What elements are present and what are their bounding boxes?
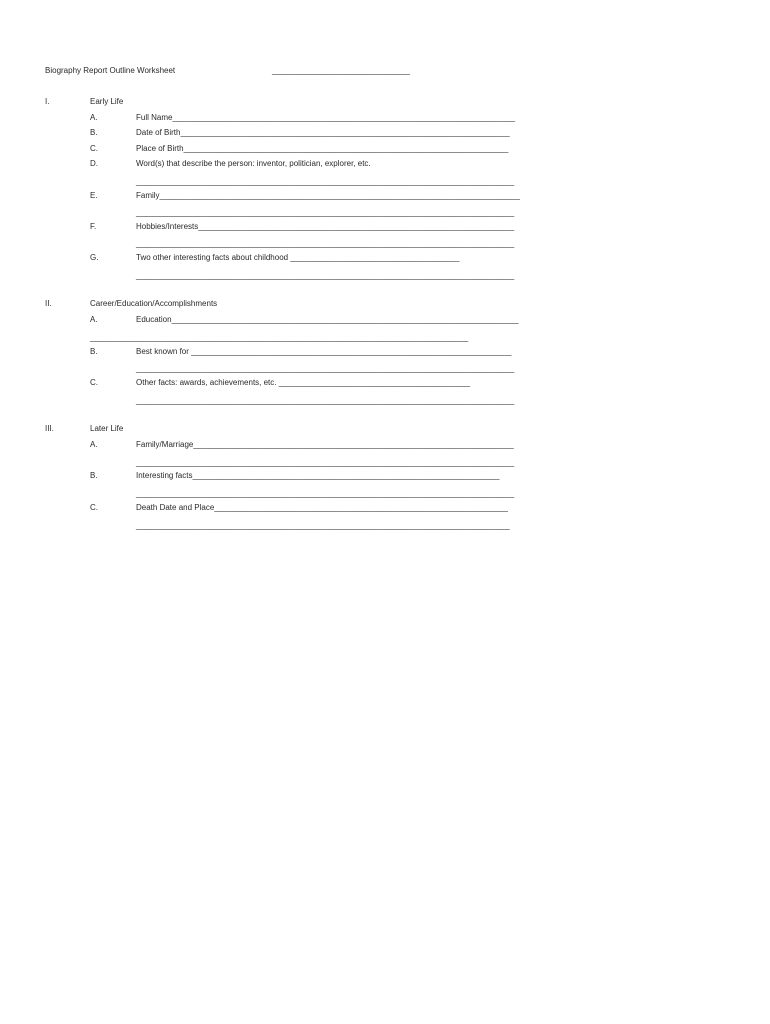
section-numeral: III. xyxy=(45,424,54,433)
continuation-line: _____________________________________________________________________________________ xyxy=(136,271,515,280)
continuation-line: _____________________________________________________________________________________ xyxy=(90,333,469,342)
continuation-line: _____________________________________________________________________________________ xyxy=(136,458,515,467)
item-letter: C. xyxy=(90,144,98,153)
item-letter: A. xyxy=(90,315,98,324)
item-letter: F. xyxy=(90,222,97,231)
item-letter: E. xyxy=(90,191,98,200)
item-place-of-birth: Place of Birth_________________________________________________________________________ xyxy=(136,144,509,153)
item-letter: G. xyxy=(90,253,99,262)
item-interesting-facts: Interesting facts_____________________________________________________________________ xyxy=(136,471,500,480)
continuation-line: _____________________________________________________________________________________ xyxy=(136,364,515,373)
item-family-marriage: Family/Marriage________________________________________________________________________ xyxy=(136,440,514,449)
continuation-line: _____________________________________________________________________________________ xyxy=(136,208,515,217)
continuation-line: _____________________________________________________________________________________ xyxy=(136,489,515,498)
section-numeral: II. xyxy=(45,299,52,308)
section-title: Career/Education/Accomplishments xyxy=(90,299,218,308)
section-numeral: I. xyxy=(45,97,50,106)
item-death-date-place: Death Date and Place__________________________________________________________________ xyxy=(136,503,508,512)
item-other-facts: Other facts: awards, achievements, etc. ___________________________________________ xyxy=(136,378,471,387)
continuation-line: _____________________________________________________________________________________ xyxy=(136,177,515,186)
continuation-line: ____________________________________________________________________________________ xyxy=(136,521,510,530)
name-blank: _______________________________ xyxy=(272,66,410,75)
continuation-line: _____________________________________________________________________________________ xyxy=(136,396,515,405)
item-letter: C. xyxy=(90,503,98,512)
item-education: Education______________________________________________________________________________ xyxy=(136,315,519,324)
item-letter: B. xyxy=(90,347,98,356)
section-title: Later Life xyxy=(90,424,124,433)
item-letter: B. xyxy=(90,471,98,480)
item-family: Family_________________________________________________________________________________ xyxy=(136,191,520,200)
section-title: Early Life xyxy=(90,97,124,106)
item-childhood-facts: Two other interesting facts about childhood ______________________________________ xyxy=(136,253,460,262)
item-best-known-for: Best known for ________________________________________________________________________ xyxy=(136,347,512,356)
item-descriptive-words: Word(s) that describe the person: inventor, politician, explorer, etc. xyxy=(136,159,371,168)
worksheet-header xyxy=(45,66,445,78)
item-date-of-birth: Date of Birth__________________________________________________________________________ xyxy=(136,128,510,137)
item-full-name: Full Name_____________________________________________________________________________ xyxy=(136,113,516,122)
item-hobbies: Hobbies/Interests_______________________________________________________________________ xyxy=(136,222,515,231)
page-title: Biography Report Outline Worksheet xyxy=(45,66,176,75)
item-letter: D. xyxy=(90,159,98,168)
item-letter: B. xyxy=(90,128,98,137)
item-letter: A. xyxy=(90,113,98,122)
continuation-line: _____________________________________________________________________________________ xyxy=(136,239,515,248)
item-letter: C. xyxy=(90,378,98,387)
item-letter: A. xyxy=(90,440,98,449)
